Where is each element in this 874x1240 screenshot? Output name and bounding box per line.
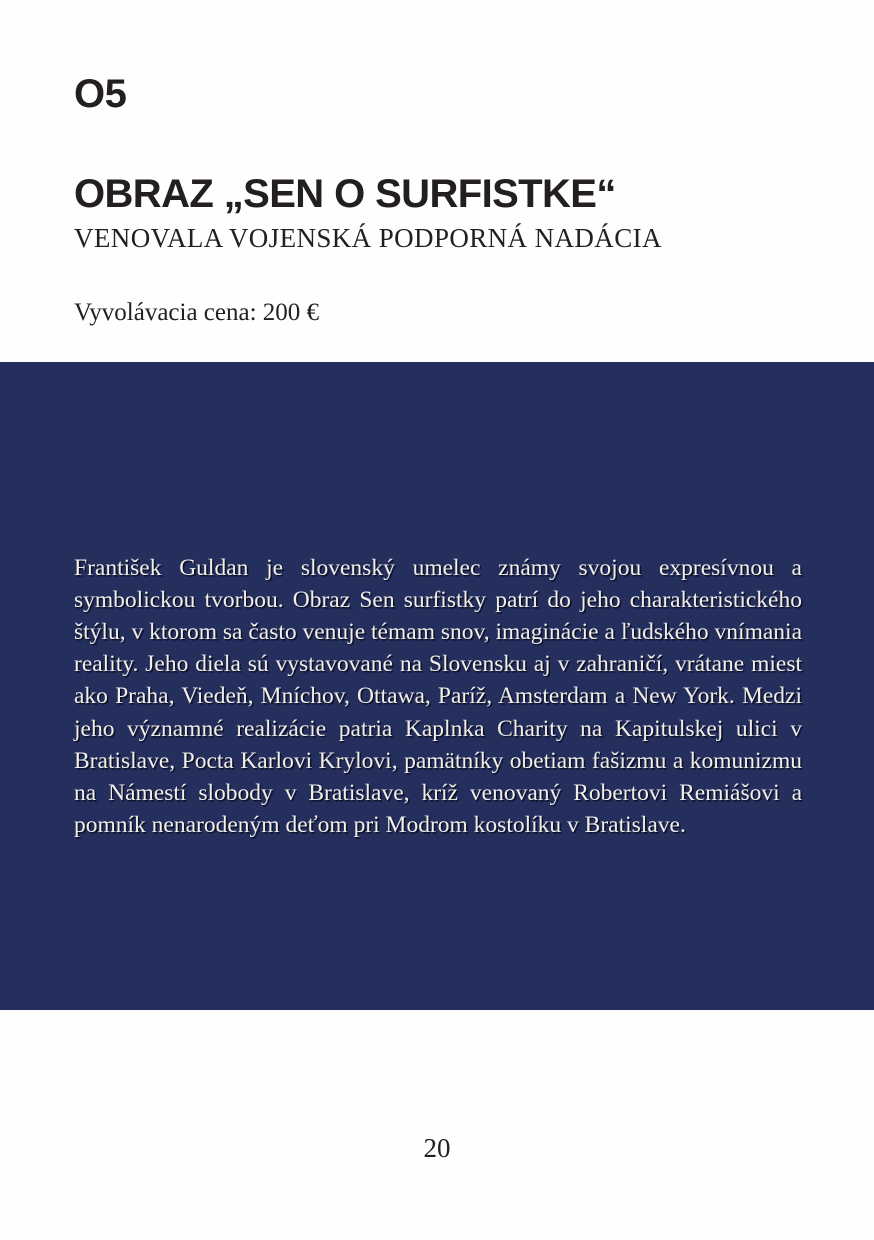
page-footer xyxy=(0,1010,874,1240)
artist-description-text: František Guldan je slovenský umelec známy svojou expresívnou a symbolickou tvorbou. Obraz Sen surfistky patrí do jeho charakteristického štýlu, v ktorom sa často venuje témam snov, imaginácie a ľudského vnímania reality. Jeho diela sú vystavované na Slovensku aj v zahraničí, vrátane miest ako Praha, Viedeň, Mníchov, Ottawa, Paríž, Amsterdam a New York. Medzi jeho významné realizácie patria Kaplnka Charity na Kapitulskej ulici v Bratislave, Pocta Karlovi Krylovi, pamätníky obetiam fašizmu a komunizmu na Námestí slobody v Bratislave, kríž venovaný Robertovi Remiášovi a pomník nenarodeným deťom pri Modrom kostolíku v Bratislave. xyxy=(74,554,802,839)
page-number: 20 xyxy=(423,1133,451,1163)
lot-number: O5 xyxy=(74,72,127,116)
lot-starting-price: Vyvolávacia cena: 200 € xyxy=(74,299,320,326)
description-panel xyxy=(0,362,874,1010)
lot-header xyxy=(0,0,874,362)
lot-donor: VENOVALA VOJENSKÁ PODPORNÁ NADÁCIA xyxy=(74,223,662,253)
page-title: OBRAZ „SEN O SURFISTKE“ xyxy=(74,171,616,216)
